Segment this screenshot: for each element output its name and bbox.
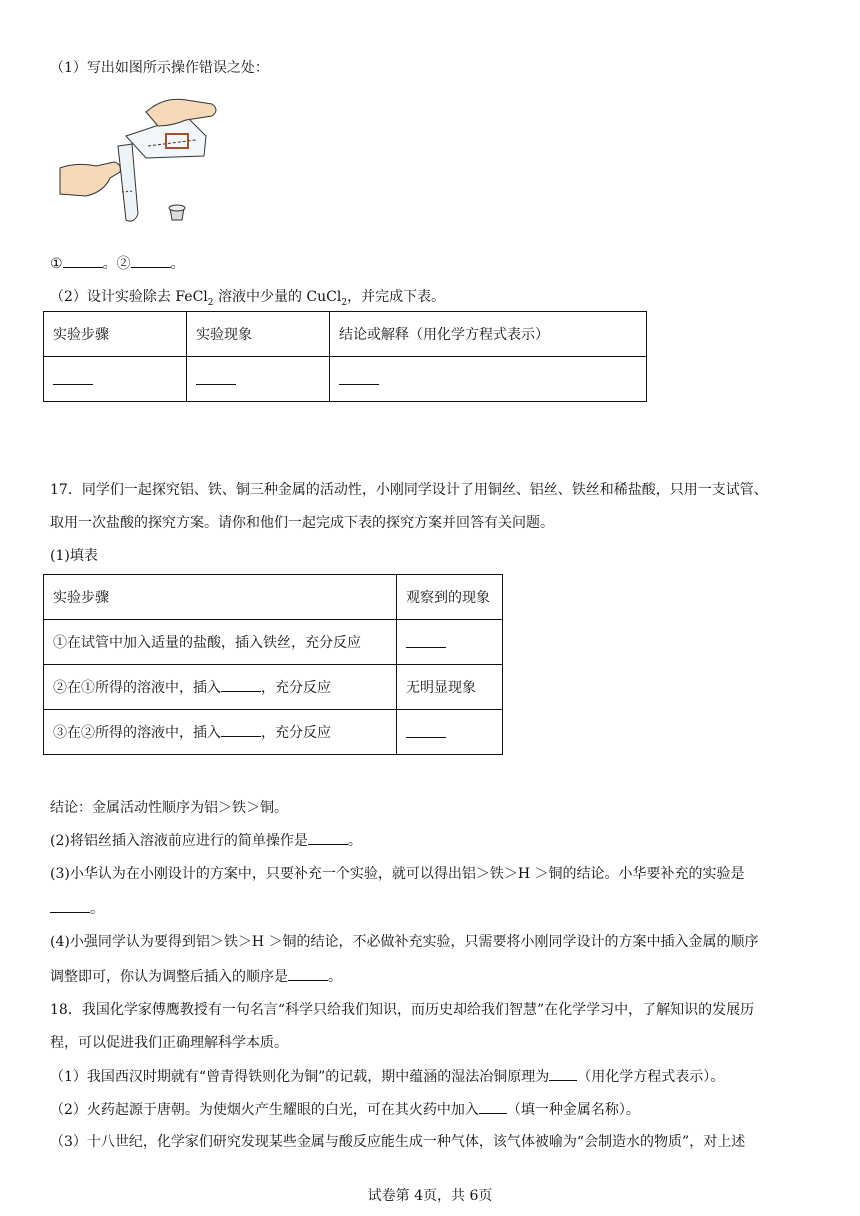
step-cell: ③在②所得的溶液中，插入 ，充分反应 xyxy=(44,710,397,755)
q18-stem-line2: 程，可以促进我们正确理解科学本质。 xyxy=(50,1035,288,1051)
step-cell: ①在试管中加入适量的盐酸，插入铁丝，充分反应 xyxy=(44,620,397,665)
answer-cell[interactable] xyxy=(397,620,503,665)
q17-part4-line2: 调整即可，你认为调整后插入的顺序是 。 xyxy=(50,966,342,987)
table-row xyxy=(44,710,503,755)
answer-cell[interactable] xyxy=(330,357,647,402)
observation-cell: 无明显现象 xyxy=(397,665,503,710)
blank[interactable] xyxy=(221,677,261,692)
table-header: 实验步骤 xyxy=(44,575,397,620)
table-header: 结论或解释（用化学方程式表示） xyxy=(330,312,647,357)
q17-stem-line2: 取用一次盐酸的探究方案。请你和他们一起完成下表的探究方案并回答有关问题。 xyxy=(50,515,554,531)
q16-part1-answers: ① 。② 。 xyxy=(50,253,185,274)
q18-part2: （2）火药起源于唐朝。为使烟火产生耀眼的白光，可在其火药中加入 （填一种金属名称）。 xyxy=(50,1099,640,1120)
q17-fill-label: (1)填表 xyxy=(50,548,98,564)
q17-stem-line1: 17．同学们一起探究铝、铁、铜三种金属的活动性，小刚同学设计了用铜丝、铝丝、铁丝和稀盐酸，只用一支试管、 xyxy=(50,482,768,498)
blank[interactable] xyxy=(339,370,379,385)
table-header: 实验现象 xyxy=(187,312,330,357)
blank[interactable] xyxy=(50,898,90,913)
q16-table xyxy=(43,311,647,402)
blank[interactable] xyxy=(308,830,348,845)
answer-cell[interactable] xyxy=(44,357,187,402)
blank[interactable] xyxy=(221,722,261,737)
q17-table xyxy=(43,574,503,755)
table-header: 实验步骤 xyxy=(44,312,187,357)
blank[interactable] xyxy=(549,1066,577,1081)
blank[interactable] xyxy=(406,633,446,648)
step-cell: ②在①所得的溶液中，插入 ，充分反应 xyxy=(44,665,397,710)
q17-conclusion: 结论：金属活动性顺序为铝＞铁＞铜。 xyxy=(50,800,288,816)
blank-1[interactable] xyxy=(63,253,103,268)
table-row xyxy=(44,620,503,665)
q17-part3-line2: 。 xyxy=(50,898,104,919)
table-header: 观察到的现象 xyxy=(397,575,503,620)
q18-part3: （3）十八世纪，化学家们研究发现某些金属与酸反应能生成一种气体，该气体被喻为“会制造水的物质”，对上述 xyxy=(50,1134,746,1150)
answer-cell[interactable] xyxy=(397,710,503,755)
answer-cell[interactable] xyxy=(187,357,330,402)
blank[interactable] xyxy=(406,723,446,738)
table-header-row xyxy=(44,312,647,357)
q16-part2-prompt: （2）设计实验除去 FeCl$_2$ 溶液中少量的 CuCl$_2$，并完成下表。 xyxy=(50,289,446,308)
blank-2[interactable] xyxy=(131,253,171,268)
q16-part1-prompt: （1）写出如图所示操作错误之处： xyxy=(50,60,269,76)
table-row xyxy=(44,357,647,402)
table-row xyxy=(44,665,503,710)
blank[interactable] xyxy=(53,370,93,385)
q17-part3-line1: (3)小华认为在小刚设计的方案中，只要补充一个实验，就可以得出铝＞铁＞H ＞铜的结论。小华要补充的实验是 xyxy=(50,866,745,882)
blank[interactable] xyxy=(288,966,328,981)
blank[interactable] xyxy=(196,370,236,385)
page-footer: 试卷第 4页，共 6页 xyxy=(367,1188,493,1204)
test-tube-pouring-figure xyxy=(56,96,224,226)
q18-part1: （1）我国西汉时期就有“曾青得铁则化为铜”的记载，期中蕴涵的湿法冶铜原理为 （用化学方程式表示）。 xyxy=(50,1066,724,1087)
table-header-row xyxy=(44,575,503,620)
blank[interactable] xyxy=(479,1099,507,1114)
q17-part4-line1: (4)小强同学认为要得到铝＞铁＞H ＞铜的结论，不必做补充实验，只需要将小刚同学设计的方案中插入金属的顺序 xyxy=(50,934,759,950)
q18-stem-line1: 18．我国化学家傅鹰教授有一句名言“科学只给我们知识，而历史却给我们智慧”在化学学习中，了解知识的发展历 xyxy=(50,1002,755,1018)
q17-part2: (2)将铝丝插入溶液前应进行的简单操作是 。 xyxy=(50,830,362,851)
